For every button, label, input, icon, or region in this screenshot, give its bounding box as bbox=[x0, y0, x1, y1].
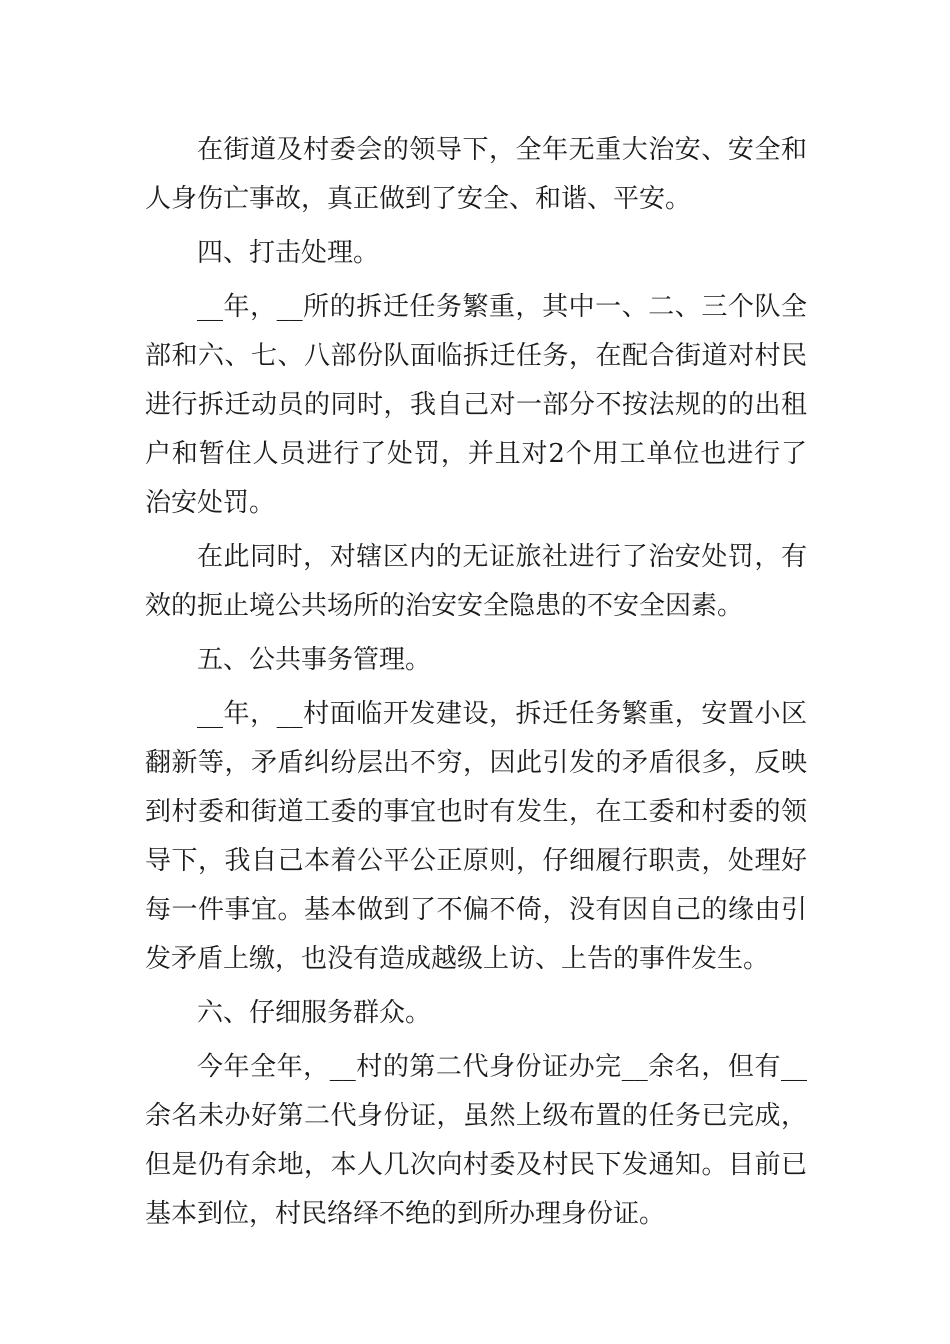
paragraph-dispute-handling: __年，__村面临开发建设，拆迁任务繁重，安置小区翻新等，矛盾纠纷层出不穷，因此引发的矛盾很多，反映到村委和街道工委的事宜也时有发生，在工委和村委的领导下，我自己本着公平公正原则，仔细履行职责，处理好每一件事宜。基本做到了不偏不倚，没有因自己的缘由引发矛盾上缴，也没有造成越级上访、上告的事件发生。 bbox=[145, 699, 807, 974]
paragraph-demolition-penalties: __年，__所的拆迁任务繁重，其中一、二、三个队全部和六、七、八部份队面临拆迁任务，在配合街道对村民进行拆迁动员的同时，我自己对一部分不按法规的的出租户和暂住人员进行了处罚，并且对2个用工单位也进行了治安处罚。 bbox=[145, 292, 807, 518]
paragraph-id-card-processing: 今年全年，__村的第二代身份证办完__余名，但有__余名未办好第二代身份证，虽然上级布置的任务已完成，但是仍有余地，本人几次向村委及村民下发通知。目前已基本到位，村民络绎不绝的到所办理身份证。 bbox=[145, 1052, 807, 1229]
section-heading-serving-public: 六、仔细服务群众。 bbox=[197, 998, 432, 1028]
section-heading-crackdown: 四、打击处理。 bbox=[197, 238, 380, 268]
paragraph-unlicensed-hostels: 在此同时，对辖区内的无证旅社进行了治安处罚，有效的扼止境公共场所的治安安全隐患的不安全因素。 bbox=[145, 542, 807, 621]
document-body bbox=[145, 126, 807, 1239]
section-heading-public-affairs: 五、公共事务管理。 bbox=[197, 645, 432, 675]
paragraph-safety-summary: 在街道及村委会的领导下，全年无重大治安、安全和人身伤亡事故，真正做到了安全、和谐、平安。 bbox=[145, 135, 807, 214]
